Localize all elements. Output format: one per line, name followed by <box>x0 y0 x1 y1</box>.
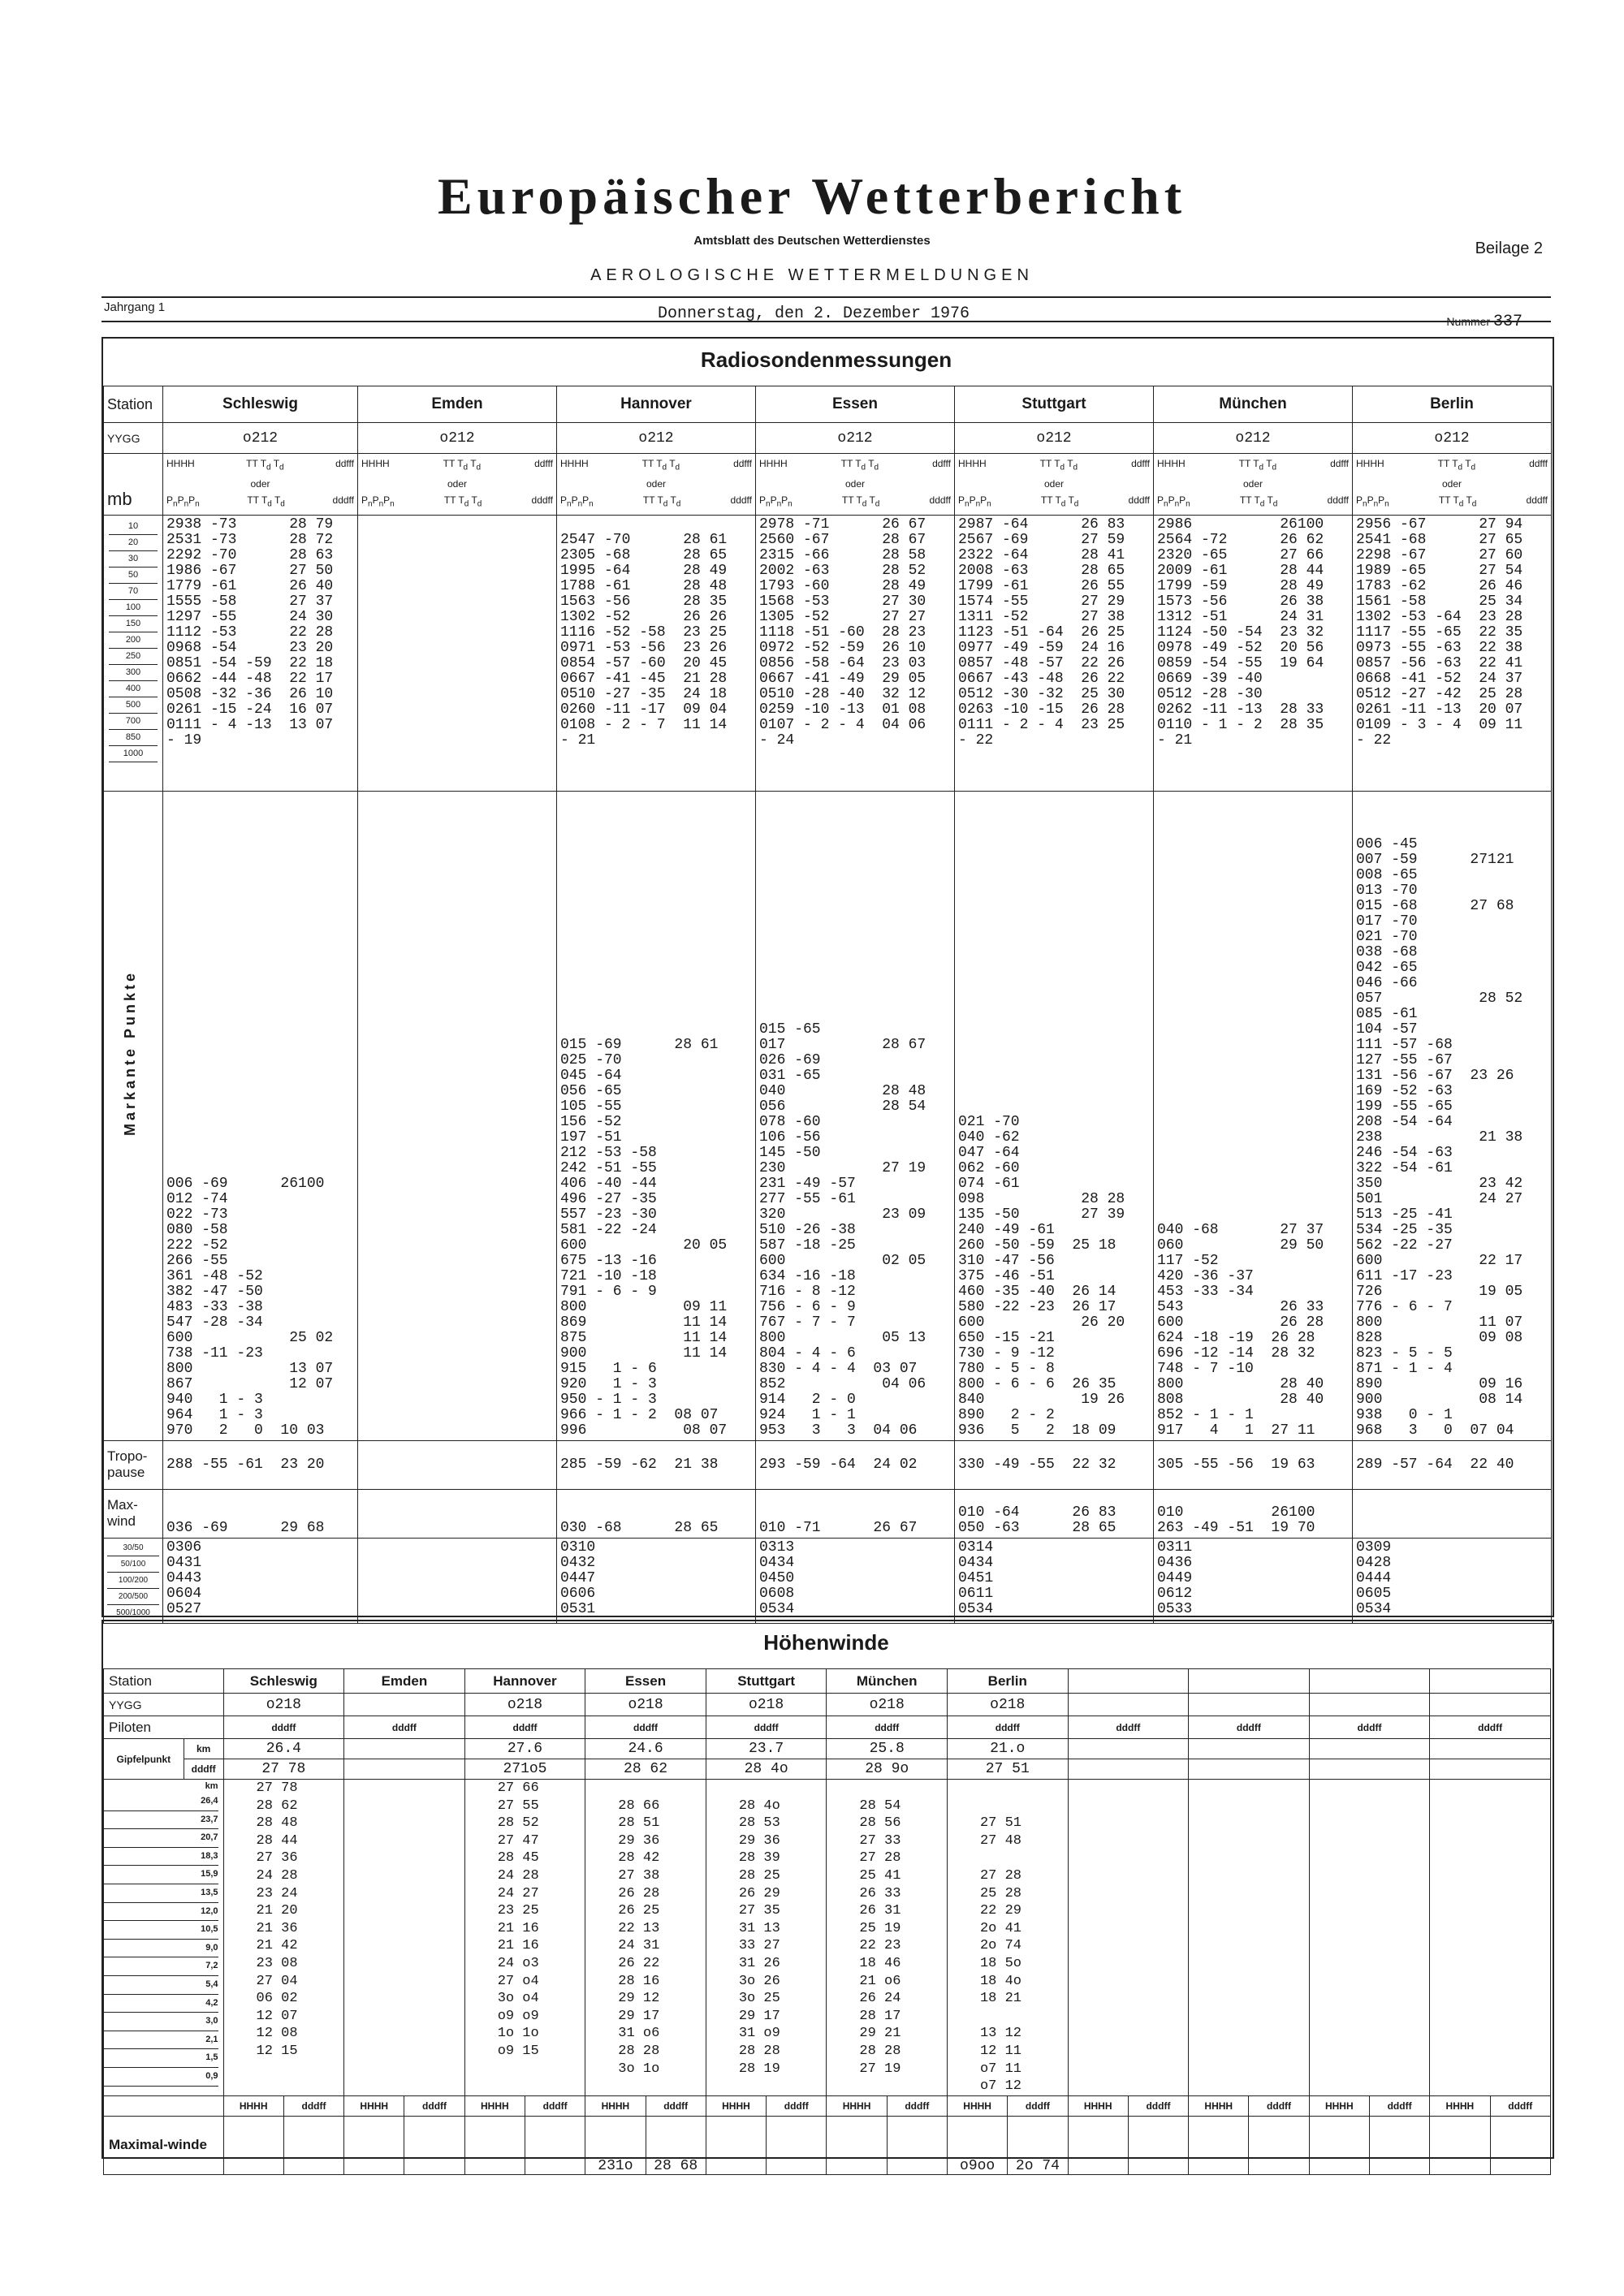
hdr-ppp: $P_nP_nP_n$ <box>361 494 395 509</box>
hw-km-level: 20,7 <box>104 1829 218 1848</box>
hw-yygg: o218 <box>464 1694 585 1716</box>
hw-dddff-label: dddff <box>767 2095 827 2116</box>
hw-yygg: o218 <box>827 1694 948 1716</box>
hw-station-name: Essen <box>585 1669 706 1694</box>
hw-wind-profile: 27 78 28 62 28 48 28 44 27 36 24 28 23 24 21 20 21 36 21 42 23 08 27 04 06 02 12 07 12 08 12 15 <box>223 1780 344 2096</box>
page-title: Europäischer Wetterbericht <box>437 167 1187 225</box>
hw-empty-cell <box>1189 1759 1310 1780</box>
hw-yygg-label: YYGG <box>104 1694 224 1716</box>
hw-hhhh-label: HHHH <box>1309 2095 1369 2116</box>
maxwind-data: 010 -64 26 83 050 -63 28 65 <box>955 1489 1154 1538</box>
hdr-dddff: dddff <box>332 494 354 507</box>
hw-max-hhhh <box>223 2116 283 2174</box>
hdr-tt: TT $T_d$ $T_d$ <box>641 458 680 473</box>
hw-max-dddff: 2o 74 <box>1008 2116 1068 2174</box>
hw-max-dddff: 28 68 <box>646 2116 706 2174</box>
hw-hhhh-label: HHHH <box>706 2095 766 2116</box>
hw-empty-cell <box>1068 1759 1189 1780</box>
pressure-level: 50 <box>109 568 158 584</box>
yygg-label: YYGG <box>104 423 163 454</box>
hw-max-hhhh <box>1068 2116 1128 2174</box>
yygg-value: o212 <box>1154 423 1353 454</box>
hw-max-hhhh <box>344 2116 404 2174</box>
hw-hhhh-label: HHHH <box>464 2095 525 2116</box>
hw-km-level: 2,1 <box>104 2031 218 2050</box>
hw-gipfelpunkt-label: Gipfelpunkt <box>104 1739 184 1780</box>
hw-gipfel-dddff <box>344 1759 465 1780</box>
column-header <box>756 454 955 516</box>
column-header <box>1353 454 1552 516</box>
hw-empty-cell <box>1309 1694 1430 1716</box>
hw-gipfel-km <box>344 1739 465 1759</box>
maxwind-label: Max-wind <box>104 1489 163 1538</box>
hdr-ddfff: ddfff <box>1330 458 1349 469</box>
hw-km-level: 1,5 <box>104 2049 218 2068</box>
significant-points-data: 040 -68 27 37 060 29 50 117 -52 420 -36 -37 453 -33 -34 543 26 33 600 26 28 624 -18 -19 26 28 696 -12 -14 28 32 748 - 7 -10 800 28 40 808 28 40 852 - 1 - 1 917 4 1 27 11 <box>1154 791 1353 1440</box>
hw-station-name: Hannover <box>464 1669 585 1694</box>
pressure-level: 700 <box>109 714 158 730</box>
hdr-tt2: TT $T_d$ $T_d$ <box>1438 494 1477 509</box>
standard-levels-data: 2938 -73 28 79 2531 -73 28 72 2292 -70 28 63 1986 -67 27 50 1779 -61 26 40 1555 -58 27 37 1297 -55 24 30 1112 -53 22 28 0968 -54 23 20 0851 -54 -59 22 18 0662 -44 -48 22 17 0508 -32 -36 26 10 0261 -15 -24 16 07 0111 - 4 -13 13 07 - 19 <box>163 515 358 791</box>
hw-hhhh-label: HHHH <box>1189 2095 1249 2116</box>
significant-points-data: 006 -69 26100 012 -74 022 -73 080 -58 222 -52 266 -55 361 -48 -52 382 -47 -50 483 -33 -38 547 -28 -34 600 25 02 738 -11 -23 800 13 07 867 12 07 940 1 - 3 964 1 - 3 970 2 0 10 03 <box>163 791 358 1440</box>
hw-max-dddff <box>1490 2116 1550 2174</box>
maxwind-data: 010 -71 26 67 <box>756 1489 955 1538</box>
hdr-dddff: dddff <box>1128 494 1150 507</box>
pressure-level: 850 <box>109 730 158 746</box>
hw-wind-profile: 28 66 28 51 29 36 28 42 27 38 26 28 26 25 22 13 24 31 26 22 28 16 29 12 29 17 31 o6 28 28 3o 1o <box>585 1780 706 2096</box>
hw-dddff-label: dddff <box>1189 1716 1310 1739</box>
pressure-level: 100 <box>109 600 158 616</box>
hw-km-level: 15,9 <box>104 1866 218 1884</box>
hw-gipfel-km: 27.6 <box>464 1739 585 1759</box>
hw-empty-cell <box>1068 1780 1189 2096</box>
hdr-tt2: TT $T_d$ $T_d$ <box>443 494 482 509</box>
tropopause-label: Tropo-pause <box>104 1440 163 1489</box>
hdr-tt2: TT $T_d$ $T_d$ <box>642 494 681 509</box>
hdr-ddfff: ddfff <box>932 458 951 469</box>
hdr-tt: TT $T_d$ $T_d$ <box>840 458 879 473</box>
hw-km-level: 4,2 <box>104 1995 218 2013</box>
hdr-ddfff: ddfff <box>335 458 354 469</box>
hdr-hhhh: HHHH <box>958 458 987 469</box>
radiosonde-title: Radiosondenmessungen <box>700 347 952 372</box>
page-subtitle: Amtsblatt des Deutschen Wetterdienstes <box>693 234 931 248</box>
hdr-ppp: $P_nP_nP_n$ <box>1356 494 1389 509</box>
hw-km-col-label: km <box>205 1781 218 1791</box>
hdr-oder: oder <box>646 478 667 490</box>
hw-km-level: 13,5 <box>104 1884 218 1903</box>
hw-max-dddff <box>1128 2116 1188 2174</box>
maxwind-data: 036 -69 29 68 <box>163 1489 358 1538</box>
hdr-hhhh: HHHH <box>560 458 589 469</box>
hw-max-dddff <box>887 2116 947 2174</box>
hw-empty-cell <box>1430 1669 1551 1694</box>
markante-punkte-label: Markante Punkte <box>122 970 138 1137</box>
column-header <box>955 454 1154 516</box>
hw-piloten-label: Piloten <box>104 1716 224 1739</box>
radiosonde-table <box>103 386 1552 1624</box>
standard-levels-data: 2956 -67 27 94 2541 -68 27 65 2298 -67 27 60 1989 -65 27 54 1783 -62 26 46 1561 -58 25 34 1302 -53 -64 23 28 1117 -55 -65 22 35 0973 -55 -63 22 38 0857 -56 -63 22 41 0668 -41 -52 24 37 0512 -27 -42 25 28 0261 -11 -13 20 07 0109 - 3 - 4 09 11 - 22 <box>1353 515 1552 791</box>
station-name: Berlin <box>1353 386 1552 423</box>
wind-layer: 200/500 <box>107 1589 159 1605</box>
wind-layer-levels <box>104 1538 163 1623</box>
hdr-dddff: dddff <box>730 494 752 507</box>
hw-max-dddff <box>404 2116 464 2174</box>
yygg-value: o212 <box>756 423 955 454</box>
hw-maximalwinde-label: Maximal-winde <box>104 2116 224 2174</box>
beilage-label: Beilage 2 <box>1475 240 1543 257</box>
wind-layer: 500/1000 <box>107 1605 159 1621</box>
hdr-tt: TT $T_d$ $T_d$ <box>1238 458 1277 473</box>
hw-empty-cell <box>1189 1739 1310 1759</box>
significant-points-data: 006 -45 007 -59 27121 008 -65 013 -70 015 -68 27 68 017 -70 021 -70 038 -68 042 -65 046 -66 057 28 52 085 -61 104 -57 111 -57 -68 127 -55 -67 131 -56 -67 23 26 169 -52 -63 199 -55 -65 208 -54 -64 238 21 38 246 -54 -63 322 -54 -61 350 23 42 501 24 27 513 -25 -41 534 -25 -35 562 -22 -27 600 22 17 611 -17 -23 726 19 05 776 - 6 - 7 800 11 07 828 09 08 823 - 5 - 5 871 - 1 - 4 890 09 16 900 08 14 938 0 - 1 968 3 0 07 04 <box>1353 791 1552 1440</box>
hw-yygg: o218 <box>706 1694 827 1716</box>
hdr-ppp: $P_nP_nP_n$ <box>560 494 594 509</box>
hw-empty-cell <box>1068 1739 1189 1759</box>
hw-dddff-label: dddff <box>1008 2095 1068 2116</box>
yygg-value: o212 <box>557 423 756 454</box>
pressure-level: 300 <box>109 665 158 681</box>
hw-empty-cell <box>1068 1694 1189 1716</box>
section-heading: AEROLOGISCHE WETTERMELDUNGEN <box>590 266 1034 284</box>
hw-empty-cell <box>1189 1669 1310 1694</box>
pressure-level: 20 <box>109 535 158 551</box>
hw-empty-cell <box>1430 1694 1551 1716</box>
station-name: Essen <box>756 386 955 423</box>
hdr-hhhh: HHHH <box>166 458 195 469</box>
wind-shear-data: 0311 0436 0449 0612 0533 <box>1154 1538 1353 1623</box>
station-name: Stuttgart <box>955 386 1154 423</box>
standard-levels-data: 2987 -64 26 83 2567 -69 27 59 2322 -64 28 41 2008 -63 28 65 1799 -61 26 55 1574 -55 27 29 1311 -52 27 38 1123 -51 -64 26 25 0977 -49 -59 24 16 0857 -48 -57 22 26 0667 -43 -48 26 22 0512 -30 -32 25 30 0263 -10 -15 26 28 0111 - 2 - 4 23 25 - 22 <box>955 515 1154 791</box>
hoehenwinde-table <box>103 1668 1551 2175</box>
hw-dddff-label: dddff <box>464 1716 585 1739</box>
hdr-tt2: TT $T_d$ $T_d$ <box>841 494 880 509</box>
hw-wind-profile: 28 54 28 56 27 33 27 28 25 41 26 33 26 31 25 19 22 23 18 46 21 o6 26 24 28 17 29 21 28 28 27 19 <box>827 1780 948 2096</box>
hw-station-name: Berlin <box>947 1669 1068 1694</box>
wind-shear-data <box>358 1538 557 1623</box>
hdr-ddfff: ddfff <box>534 458 553 469</box>
hw-wind-profile <box>344 1780 465 2096</box>
hw-max-hhhh: o9oo <box>947 2116 1007 2174</box>
hdr-tt: TT $T_d$ $T_d$ <box>246 458 284 473</box>
hw-max-dddff <box>1369 2116 1429 2174</box>
maxwind-data: 010 26100 263 -49 -51 19 70 <box>1154 1489 1353 1538</box>
station-label: Station <box>104 386 163 423</box>
hw-dddff-label: dddff <box>525 2095 585 2116</box>
issue-date: Donnerstag, den 2. Dezember 1976 <box>658 304 970 323</box>
hw-km-level: 5,4 <box>104 1976 218 1995</box>
hdr-dddff: dddff <box>1526 494 1548 507</box>
hw-empty-cell <box>1309 1669 1430 1694</box>
hw-max-hhhh <box>706 2116 766 2174</box>
pressure-level: 150 <box>109 616 158 632</box>
hw-dddff-label: dddff <box>585 1716 706 1739</box>
hw-dddff-label: dddff <box>1309 1716 1430 1739</box>
hw-dddff-label: dddff <box>344 1716 465 1739</box>
hw-hhhh-label: HHHH <box>223 2095 283 2116</box>
hw-gipfel-km: 21.o <box>947 1739 1068 1759</box>
hw-wind-profile: 27 51 27 48 27 28 25 28 22 29 2o 41 2o 74 18 5o 18 4o 18 21 13 12 12 11 o7 11 o7 12 <box>947 1780 1068 2096</box>
hdr-hhhh: HHHH <box>1356 458 1384 469</box>
tropopause-data: 285 -59 -62 21 38 <box>557 1440 756 1489</box>
hw-max-dddff <box>767 2116 827 2174</box>
hw-dddff-label: dddff <box>947 1716 1068 1739</box>
hw-gipfel-km: 25.8 <box>827 1739 948 1759</box>
mb-label: mb <box>104 454 163 516</box>
hdr-ppp: $P_nP_nP_n$ <box>166 494 200 509</box>
hdr-oder: oder <box>844 478 866 490</box>
hw-km-level: 23,7 <box>104 1811 218 1830</box>
hw-yygg <box>344 1694 465 1716</box>
hw-dddff-label: dddff <box>223 1716 344 1739</box>
hw-max-hhhh <box>1309 2116 1369 2174</box>
tropopause-data: 305 -55 -56 19 63 <box>1154 1440 1353 1489</box>
tropopause-data: 293 -59 -64 24 02 <box>756 1440 955 1489</box>
yygg-value: o212 <box>955 423 1154 454</box>
wind-layer: 100/200 <box>107 1573 159 1589</box>
column-header <box>163 454 358 516</box>
hw-gipfel-km: 23.7 <box>706 1739 827 1759</box>
hw-km-label: km <box>184 1739 223 1759</box>
hw-gipfel-dddff: 27 78 <box>223 1759 344 1780</box>
hw-dddff-label: dddff <box>1249 2095 1309 2116</box>
hw-wind-profile: 28 4o 28 53 29 36 28 39 28 25 26 29 27 35 31 13 33 27 31 26 3o 26 3o 25 29 17 31 o9 28 28 28 19 <box>706 1780 827 2096</box>
hw-hhhh-label: HHHH <box>585 2095 646 2116</box>
hw-dddff-label: dddff <box>887 2095 947 2116</box>
maxwind-data <box>358 1489 557 1538</box>
hw-km-level: 10,5 <box>104 1921 218 1940</box>
station-name: Emden <box>358 386 557 423</box>
hw-km-level: 9,0 <box>104 1940 218 1958</box>
hw-km-level: 3,0 <box>104 2013 218 2031</box>
tropopause-data: 330 -49 -55 22 32 <box>955 1440 1154 1489</box>
pressure-level: 70 <box>109 584 158 600</box>
hw-wind-profile: 27 66 27 55 28 52 27 47 28 45 24 28 24 27 23 25 21 16 21 16 24 o3 27 o4 3o o4 o9 o9 1o 1o o9 15 <box>464 1780 585 2096</box>
hw-km-level: 12,0 <box>104 1903 218 1922</box>
tropopause-data: 289 -57 -64 22 40 <box>1353 1440 1552 1489</box>
standard-levels-data: 2986 26100 2564 -72 26 62 2320 -65 27 66 2009 -61 28 44 1799 -59 28 49 1573 -56 26 38 1312 -51 24 31 1124 -50 -54 23 32 0978 -49 -52 20 56 0859 -54 -55 19 64 0669 -39 -40 0512 -28 -30 0262 -11 -13 28 33 0110 - 1 - 2 28 35 - 21 <box>1154 515 1353 791</box>
hw-empty-cell <box>1189 1780 1310 2096</box>
hw-hhhh-label: HHHH <box>344 2095 404 2116</box>
hdr-ppp: $P_nP_nP_n$ <box>1157 494 1190 509</box>
standard-levels-data <box>358 515 557 791</box>
hw-station-label: Station <box>104 1669 224 1694</box>
hw-max-hhhh: 231o <box>585 2116 646 2174</box>
station-name: Hannover <box>557 386 756 423</box>
column-header <box>1154 454 1353 516</box>
hw-hhhh-label: HHHH <box>947 2095 1007 2116</box>
hw-km-level: 26,4 <box>104 1793 218 1811</box>
wind-shear-data: 0310 0432 0447 0606 0531 <box>557 1538 756 1623</box>
pressure-level: 200 <box>109 632 158 649</box>
hdr-ddfff: ddfff <box>1131 458 1150 469</box>
hw-station-name: Schleswig <box>223 1669 344 1694</box>
hw-gipfel-dddff: 271o5 <box>464 1759 585 1780</box>
pressure-levels <box>104 515 163 791</box>
yygg-value: o212 <box>358 423 557 454</box>
significant-points-data: 015 -69 28 61 025 -70 045 -64 056 -65 105 -55 156 -52 197 -51 212 -53 -58 242 -51 -55 406 -40 -44 496 -27 -35 557 -23 -30 581 -22 -24 600 20 05 675 -13 -16 721 -10 -18 791 - 6 - 9 800 09 11 869 11 14 875 11 14 900 11 14 915 1 - 6 920 1 - 3 950 - 1 - 3 966 - 1 - 2 08 07 996 08 07 <box>557 791 756 1440</box>
hdr-dddff: dddff <box>531 494 553 507</box>
standard-levels-data: 2978 -71 26 67 2560 -67 28 67 2315 -66 28 58 2002 -63 28 52 1793 -60 28 49 1568 -53 27 30 1305 -52 27 27 1118 -51 -60 28 23 0972 -52 -59 26 10 0856 -58 -64 23 03 0667 -41 -49 29 05 0510 -28 -40 32 12 0259 -10 -13 01 08 0107 - 2 - 4 04 06 - 24 <box>756 515 955 791</box>
hw-dddff-label: dddff <box>1430 1716 1551 1739</box>
wind-shear-data: 0306 0431 0443 0604 0527 <box>163 1538 358 1623</box>
hdr-dddff: dddff <box>929 494 951 507</box>
hw-station-name: Stuttgart <box>706 1669 827 1694</box>
hdr-ppp: $P_nP_nP_n$ <box>958 494 991 509</box>
hw-yygg: o218 <box>947 1694 1068 1716</box>
yygg-value: o212 <box>1353 423 1552 454</box>
pressure-level: 250 <box>109 649 158 665</box>
hdr-hhhh: HHHH <box>1157 458 1186 469</box>
issue-number-label: Nummer <box>1446 315 1491 328</box>
hw-dddff-label: dddff <box>706 1716 827 1739</box>
hw-gipfel-dddff: 28 9o <box>827 1759 948 1780</box>
hdr-ddfff: ddfff <box>1529 458 1548 469</box>
tropopause-data: 288 -55 -61 23 20 <box>163 1440 358 1489</box>
hdr-tt2: TT $T_d$ $T_d$ <box>1239 494 1278 509</box>
significant-points-data: 021 -70 040 -62 047 -64 062 -60 074 -61 098 28 28 135 -50 27 39 240 -49 -61 260 -50 -59 25 18 310 -47 -56 375 -46 -51 460 -35 -40 26 14 580 -22 -23 26 17 600 26 20 650 -15 -21 730 - 9 -12 780 - 5 - 8 800 - 6 - 6 26 35 840 19 26 890 2 - 2 936 5 2 18 09 <box>955 791 1154 1440</box>
hw-dddff-label: dddff <box>1128 2095 1188 2116</box>
wind-shear-data: 0313 0434 0450 0608 0534 <box>756 1538 955 1623</box>
hw-km-levels <box>104 1780 224 2096</box>
standard-levels-data: 2547 -70 28 61 2305 -68 28 65 1995 -64 28 49 1788 -61 28 48 1563 -56 28 35 1302 -52 26 26 1116 -52 -58 23 25 0971 -53 -56 23 26 0854 -57 -60 20 45 0667 -41 -45 21 28 0510 -27 -35 24 18 0260 -11 -17 09 04 0108 - 2 - 7 11 14 - 21 <box>557 515 756 791</box>
hw-gipfel-dddff: 27 51 <box>947 1759 1068 1780</box>
hw-empty-cell <box>1309 1759 1430 1780</box>
hdr-oder: oder <box>1441 478 1462 490</box>
hw-hhhh-label: HHHH <box>827 2095 887 2116</box>
hw-station-name: Emden <box>344 1669 465 1694</box>
hw-empty-cell <box>1309 1739 1430 1759</box>
hdr-dddff: dddff <box>1327 494 1349 507</box>
hw-empty-cell <box>104 2095 224 2116</box>
hw-empty-cell <box>1430 1759 1551 1780</box>
hw-dddff-label: dddff <box>283 2095 343 2116</box>
hw-max-dddff <box>283 2116 343 2174</box>
hw-yygg: o218 <box>585 1694 706 1716</box>
hw-empty-cell <box>1430 1739 1551 1759</box>
hw-dddff-label: dddff <box>1490 2095 1550 2116</box>
column-header <box>557 454 756 516</box>
hw-dddff-label: dddff <box>1068 1716 1189 1739</box>
hw-hhhh-label: HHHH <box>1430 2095 1490 2116</box>
hw-empty-cell <box>1068 1669 1189 1694</box>
hw-max-hhhh <box>464 2116 525 2174</box>
hoehenwinde-title: Höhenwinde <box>763 1630 889 1655</box>
hw-max-hhhh <box>1189 2116 1249 2174</box>
hdr-oder: oder <box>1043 478 1065 490</box>
significant-points-data <box>358 791 557 1440</box>
hw-max-hhhh <box>827 2116 887 2174</box>
hw-gipfel-dddff: 28 62 <box>585 1759 706 1780</box>
hw-km-level: 7,2 <box>104 1957 218 1976</box>
hw-hhhh-label: HHHH <box>1068 2095 1128 2116</box>
station-name: Schleswig <box>163 386 358 423</box>
header-rule <box>102 296 1551 298</box>
hdr-tt: TT $T_d$ $T_d$ <box>1437 458 1476 473</box>
issue-number-value: 337 <box>1492 313 1522 331</box>
hdr-tt: TT $T_d$ $T_d$ <box>1039 458 1078 473</box>
wind-layer: 50/100 <box>107 1556 159 1573</box>
hdr-ddfff: ddfff <box>733 458 752 469</box>
hdr-hhhh: HHHH <box>361 458 390 469</box>
station-name: München <box>1154 386 1353 423</box>
hw-km-level: 18,3 <box>104 1848 218 1867</box>
hdr-oder: oder <box>250 478 270 490</box>
jahrgang: Jahrgang 1 <box>104 300 166 314</box>
pressure-level: 400 <box>109 681 158 697</box>
hdr-oder: oder <box>447 478 468 490</box>
header-rule-2 <box>102 321 1551 322</box>
hw-station-name: München <box>827 1669 948 1694</box>
hw-gipfel-km: 26.4 <box>223 1739 344 1759</box>
hw-max-dddff <box>525 2116 585 2174</box>
maxwind-data: 030 -68 28 65 <box>557 1489 756 1538</box>
wind-layer: 30/50 <box>107 1540 159 1556</box>
hdr-ppp: $P_nP_nP_n$ <box>759 494 793 509</box>
hdr-tt2: TT $T_d$ $T_d$ <box>247 494 285 509</box>
hw-empty-cell <box>1309 1780 1430 2096</box>
hw-dddff-label: dddff <box>1369 2095 1429 2116</box>
hw-empty-cell <box>1430 1780 1551 2096</box>
pressure-level: 500 <box>109 697 158 714</box>
hw-yygg: o218 <box>223 1694 344 1716</box>
pressure-level: 30 <box>109 551 158 568</box>
tropopause-data <box>358 1440 557 1489</box>
hw-dddff-label: dddff <box>646 2095 706 2116</box>
hw-gipfel-dddff: 28 4o <box>706 1759 827 1780</box>
hw-gipfel-km: 24.6 <box>585 1739 706 1759</box>
hw-dddff-row-label: dddff <box>184 1759 223 1780</box>
wind-shear-data: 0309 0428 0444 0605 0534 <box>1353 1538 1552 1623</box>
hw-max-hhhh <box>1430 2116 1490 2174</box>
hw-km-level: 0,9 <box>104 2068 218 2087</box>
significant-points-data: 015 -65 017 28 67 026 -69 031 -65 040 28 48 056 28 54 078 -60 106 -56 145 -50 230 27 19 231 -49 -57 277 -55 -61 320 23 09 510 -26 -38 587 -18 -25 600 02 05 634 -16 -18 716 - 8 -12 756 - 6 - 9 767 - 7 - 7 800 05 13 804 - 4 - 6 830 - 4 - 4 03 07 852 04 06 914 2 - 0 924 1 - 1 953 3 3 04 06 <box>756 791 955 1440</box>
hdr-hhhh: HHHH <box>759 458 788 469</box>
hw-dddff-label: dddff <box>827 1716 948 1739</box>
hdr-tt2: TT $T_d$ $T_d$ <box>1040 494 1079 509</box>
hw-empty-cell <box>1189 1694 1310 1716</box>
maxwind-data <box>1353 1489 1552 1538</box>
hw-max-dddff <box>1249 2116 1309 2174</box>
wind-shear-data: 0314 0434 0451 0611 0534 <box>955 1538 1154 1623</box>
hdr-oder: oder <box>1242 478 1263 490</box>
yygg-value: o212 <box>163 423 358 454</box>
hdr-tt: TT $T_d$ $T_d$ <box>443 458 482 473</box>
hw-dddff-label: dddff <box>404 2095 464 2116</box>
pressure-level: 10 <box>109 519 158 535</box>
column-header <box>358 454 557 516</box>
pressure-level: 1000 <box>109 746 158 762</box>
